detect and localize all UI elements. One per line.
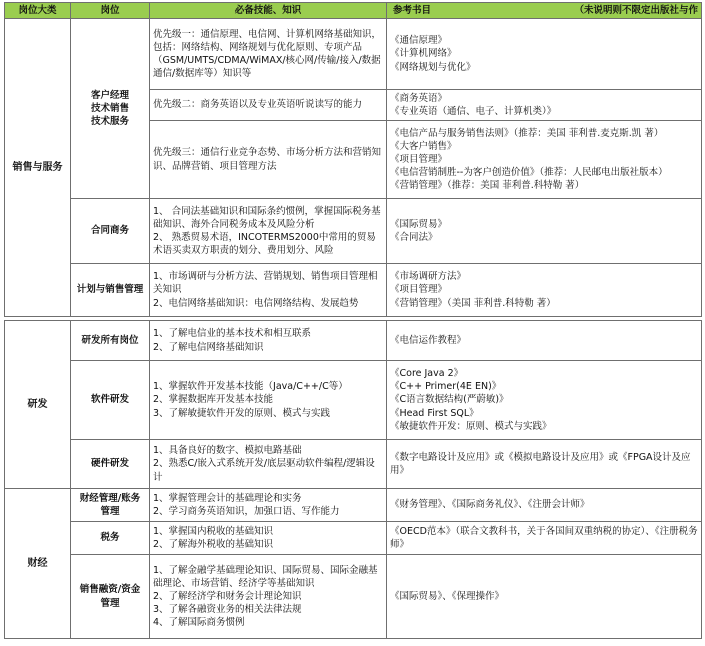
skill-line: 2、了解海外税收的基础知识: [153, 539, 274, 550]
skill-line: 3、了解各融资业务的相关法律法规: [153, 604, 302, 616]
position-contract: 合同商务: [71, 199, 150, 264]
skill-line: 1、掌握软件开发基本技能（Java/C++/C等）: [153, 381, 348, 393]
skill-line: 2、熟悉C/嵌入式系统开发/底层驱动软件编程/逻辑设计: [153, 458, 375, 483]
table-row: [5, 19, 702, 90]
skill-line: 2、掌握数据库开发基本技能: [153, 394, 274, 406]
book-line: 《商务英语》: [390, 92, 448, 104]
book-line: 《电信营销制胜--为客户创造价值》（推荐：人民邮电出版社版本）: [390, 167, 668, 179]
book-line: 《Head First SQL》: [390, 407, 479, 419]
skill-line: 1、了解电信业的基本技术和相互联系: [153, 328, 312, 340]
skills-cell: [150, 264, 387, 317]
table-row: [5, 361, 702, 440]
book-line: 《大客户销售》: [390, 140, 457, 152]
category-sales: 销售与服务: [5, 19, 71, 317]
position-software: 软件研发: [71, 361, 150, 440]
book-line: 《C++ Primer(4E EN)》: [390, 381, 502, 393]
position-line: 客户经理: [90, 89, 129, 101]
book-line: 《敏捷软件开发：原则、模式与实践》: [390, 420, 552, 432]
books-cell: 《数字电路设计及应用》或《模拟电路设计及应用》或《FPGA设计及应用》: [387, 440, 702, 489]
skills-cell: [150, 489, 387, 522]
position-line: 技术服务: [90, 116, 129, 128]
position-rd-all: 研发所有岗位: [71, 321, 150, 361]
skills-cell: [150, 555, 387, 639]
skill-line: 2、电信网络基础知识：电信网络结构、发展趋势: [153, 297, 359, 309]
skill-line: 1、市场调研与分析方法、营销规划、销售项目管理相关知识: [153, 271, 378, 296]
position-hardware: 硬件研发: [71, 440, 150, 489]
position-accounting: [71, 489, 150, 522]
position-line: 管理: [100, 506, 120, 517]
skill-line: 1、具备良好的数字、模拟电路基础: [153, 445, 302, 457]
books-cell: [387, 264, 702, 317]
skill-line: 2、了解经济学和财务会计理论知识: [153, 590, 302, 602]
skills-cell: [150, 522, 387, 555]
book-line: 《Core Java 2》: [390, 368, 464, 380]
table-row: [5, 264, 702, 317]
header-books-note: （未说明则不限定出版社与作: [574, 4, 698, 16]
table-row: [5, 199, 702, 264]
book-line: 《国际贸易》: [390, 218, 448, 230]
header-category: 岗位大类: [5, 3, 71, 19]
position-line: 销售融资/资金: [79, 584, 141, 596]
position-tax: 税务: [71, 522, 150, 555]
rd-finance-table: [4, 320, 702, 639]
sales-table: [4, 2, 702, 317]
category-rd: 研发: [5, 321, 71, 489]
book-line: 《项目管理》: [390, 153, 448, 165]
books-cell: [387, 361, 702, 440]
position-client-manager: [71, 19, 150, 199]
table-row: [5, 440, 702, 489]
skills-cell: [150, 440, 387, 489]
books-cell: 《电信运作教程》: [387, 321, 702, 361]
skill-line: 3、了解敏捷软件开发的原则、模式与实践: [153, 407, 331, 419]
table-row: [5, 321, 702, 361]
book-line: 《电信产品与服务销售法则》（推荐：美国 菲利普.麦克斯.凯 著）: [390, 127, 664, 139]
table-row: [5, 522, 702, 555]
skill-line: 1、 合同法基础知识和国际条约惯例，掌握国际税务基础知识、海外合同税务成本及风险分析: [153, 205, 381, 230]
skills-cell: [150, 321, 387, 361]
skill-line: 2、了解电信网络基础知识: [153, 341, 264, 353]
books-cell: [387, 19, 702, 90]
books-cell: 《财务管理》、《国际商务礼仪》、《注册会计师》: [387, 489, 702, 522]
books-cell: [387, 199, 702, 264]
book-line: 《项目管理》: [390, 284, 448, 296]
books-cell: 《国际贸易》、《保理操作》: [387, 555, 702, 639]
position-line: 财经管理/账务: [79, 492, 141, 504]
book-line: 《营销管理》（美国 菲利普.科特勒 著）: [390, 297, 556, 309]
category-finance: 财经: [5, 489, 71, 639]
position-plan: 计划与销售管理: [71, 264, 150, 317]
skill-line: 1、掌握管理会计的基础理论和实务: [153, 492, 302, 504]
books-cell: [387, 90, 702, 121]
skill-line: 2、 熟悉贸易术语，INCOTERMS2000中常用的贸易术语买卖双方职责的划分、费用划分、风险: [153, 232, 376, 257]
book-line: 《C语言数据结构(严蔚敏)》: [390, 394, 509, 406]
header-skills: 必备技能、知识: [150, 3, 387, 19]
books-cell: [387, 121, 702, 199]
book-line: 《合同法》: [390, 232, 438, 243]
position-line: 管理: [100, 597, 120, 609]
skill-line: 2、学习商务英语知识，加强口语、写作能力: [153, 506, 340, 517]
book-line: 《专业英语（通信、电子、计算机类）》: [390, 106, 557, 117]
header-row: [5, 3, 702, 19]
header-books-title: 参考书目: [393, 4, 432, 16]
skill-line: 4、了解国际商务惯例: [153, 617, 245, 629]
table-row: [5, 489, 702, 522]
position-sales-financing: [71, 555, 150, 639]
table-row: [5, 555, 702, 639]
book-line: 《营销管理》（推荐：美国 菲利普.科特勒 著）: [390, 180, 585, 192]
skills-cell: 优先级二：商务英语以及专业英语听说读写的能力: [150, 90, 387, 121]
position-line: 技术销售: [90, 102, 129, 114]
book-line: 《计算机网络》: [390, 48, 457, 60]
skill-line: 1、了解金融学基础理论知识、国际贸易、国际金融基础理论、市场营销、经济学等基础知识: [153, 564, 378, 589]
skills-cell: 优先级三：通信行业竞争态势、市场分析方法和营销知识、品牌营销、项目管理方法: [150, 121, 387, 199]
book-line: 《通信原理》: [390, 35, 448, 47]
skills-cell: [150, 361, 387, 440]
skill-line: 1、掌握国内税收的基础知识: [153, 525, 274, 537]
skills-cell: [150, 199, 387, 264]
header-books: [387, 3, 702, 19]
book-line: 《市场调研方法》: [390, 271, 467, 283]
header-position: 岗位: [71, 3, 150, 19]
books-cell: 《OECD范本》（联合文教科书，关于各国间双重纳税的协定）、《注册税务师》: [387, 522, 702, 555]
book-line: 《网络规划与优化》: [390, 61, 476, 73]
skills-cell: 优先级一：通信原理、电信网、计算机网络基础知识，包括：网络结构、网络规划与优化原则、专项产品（GSM/UMTS/CDMA/WiMAX/核心网/传输/接入/数据通信/数据库等）知识等: [150, 19, 387, 90]
